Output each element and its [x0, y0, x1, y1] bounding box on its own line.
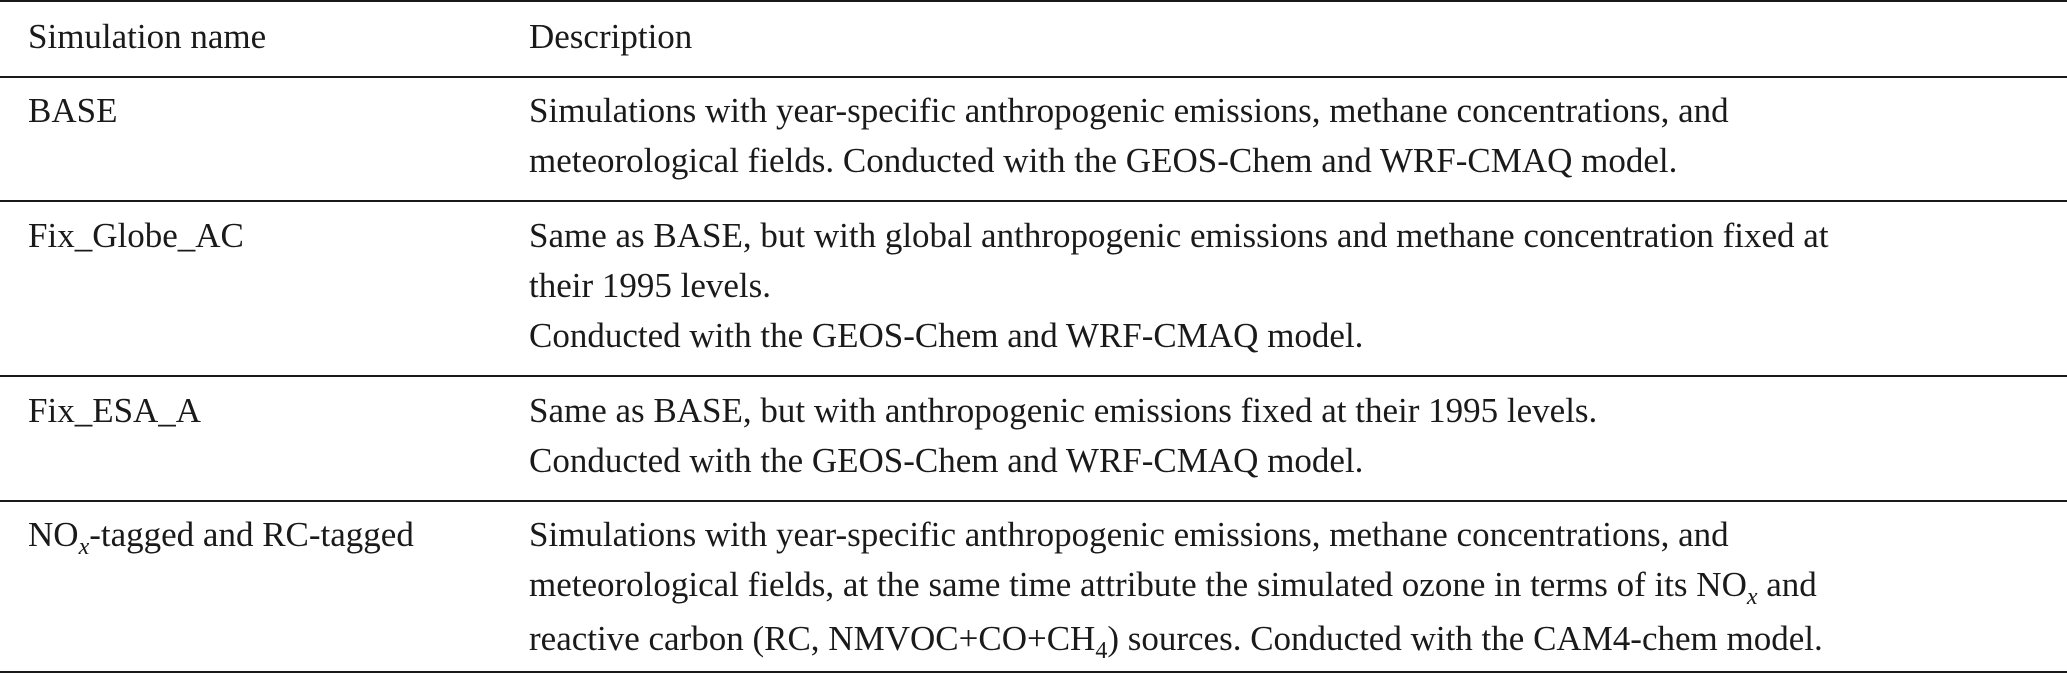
row-name-base: BASE: [28, 91, 118, 130]
header-simulation-name: Simulation name: [28, 17, 267, 56]
row-description-fix-globe-ac: [529, 211, 1829, 361]
row-name-nox-rc-tagged: $NO_x$-tagged and RC-tagged: [28, 515, 414, 560]
description-line: Conducted with the GEOS-Chem and WRF-CMAQ model.: [529, 441, 1364, 480]
row-description-base: [529, 86, 1729, 186]
description-line: Same as BASE, but with global anthropogenic emissions and methane concentration fixed at: [529, 216, 1829, 255]
description-line: Simulations with year-specific anthropogenic emissions, methane concentrations, and: [529, 91, 1729, 130]
row-divider: [0, 375, 2067, 377]
row-name-fix-globe-ac: Fix_Globe_AC: [28, 216, 244, 255]
description-line: their 1995 levels.: [529, 266, 772, 305]
row-description-fix-esa-a: [529, 386, 1597, 486]
row-name-fix-esa-a: Fix_ESA_A: [28, 391, 202, 430]
row-divider: [0, 200, 2067, 202]
row-description-nox-rc-tagged: [529, 510, 1823, 668]
description-line: meteorological fields, at the same time attribute the simulated ozone in terms of its $NO_x$ and: [529, 565, 1817, 610]
description-line: Conducted with the GEOS-Chem and WRF-CMAQ model.: [529, 316, 1364, 355]
description-line: Same as BASE, but with anthropogenic emissions fixed at their 1995 levels.: [529, 391, 1598, 430]
row-divider: [0, 500, 2067, 502]
top-rule: [0, 0, 2067, 2]
header-rule: [0, 76, 2067, 78]
header-description: Description: [529, 17, 693, 56]
description-line: reactive carbon (RC, $NMVOC+CO+CH_4$) sources. Conducted with the CAM4-chem model.: [529, 619, 1823, 664]
description-line: meteorological fields. Conducted with the GEOS-Chem and WRF-CMAQ model.: [529, 141, 1678, 180]
description-line: Simulations with year-specific anthropogenic emissions, methane concentrations, and: [529, 515, 1729, 554]
